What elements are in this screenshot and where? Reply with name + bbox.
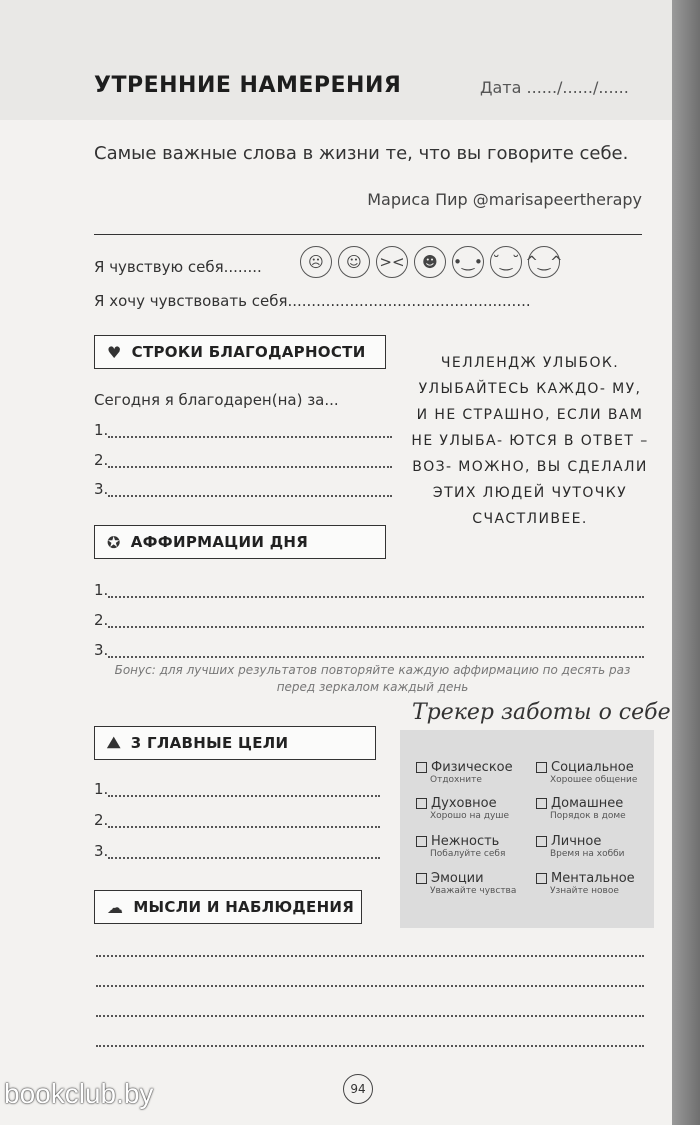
tracker-item-hint: Хорошо на душе: [430, 811, 510, 821]
tracker-item-hint: Хорошее общение: [550, 775, 638, 785]
gratitude-line: [108, 495, 392, 497]
tracker-item-label: Эмоции: [431, 871, 484, 886]
goal-number: 3.: [94, 842, 109, 860]
tracker-item-label: Социальное: [551, 760, 634, 775]
happy-face-icon: ☻: [414, 246, 446, 278]
date-field: Дата ....../....../......: [480, 78, 629, 97]
neutral-face-icon: •‿•: [452, 246, 484, 278]
checkbox[interactable]: [416, 762, 427, 773]
tracker-item-label: Духовное: [431, 796, 497, 811]
affirmations-heading: [94, 525, 386, 559]
watermark: bookclub.by: [4, 1078, 154, 1109]
smile-face-icon: ^‿^: [528, 246, 560, 278]
quote-text: Самые важные слова в жизни те, что вы говорите себе.: [94, 143, 629, 164]
tracker-item-hint: Время на хобби: [550, 849, 625, 859]
speech-bubble-icon: ☁: [107, 897, 124, 917]
goal-number: 1.: [94, 780, 109, 798]
tracker-item-label: Личное: [551, 834, 602, 849]
affirmation-number: 2.: [94, 611, 109, 629]
mountain-flag-icon: ⛰: [107, 733, 121, 752]
tracker-item[interactable]: [536, 834, 664, 859]
notes-line: [96, 985, 644, 987]
goal-line: [108, 826, 380, 828]
grin-face-icon: ☺: [338, 246, 370, 278]
tracker-item[interactable]: [416, 834, 544, 859]
notes-line: [96, 1015, 644, 1017]
checkbox[interactable]: [536, 873, 547, 884]
tracker-item[interactable]: [416, 760, 544, 785]
sad-face-icon: ☹: [300, 246, 332, 278]
heart-icon: ♥: [107, 342, 122, 362]
tracker-item[interactable]: [416, 796, 544, 821]
affirmations-heading-label: АФФИРМАЦИИ ДНЯ: [130, 533, 309, 551]
tracker-item-label: Домашнее: [551, 796, 624, 811]
tracker-item-label: Нежность: [431, 834, 500, 849]
goal-number: 2.: [94, 811, 109, 829]
notes-line: [96, 1045, 644, 1047]
goals-heading-label: 3 ГЛАВНЫЕ ЦЕЛИ: [130, 734, 289, 752]
goals-heading: [94, 726, 376, 760]
checkbox[interactable]: [416, 798, 427, 809]
gratitude-intro: Сегодня я благодарен(на) за...: [94, 391, 339, 409]
page-title: УТРЕННИЕ НАМЕРЕНИЯ: [94, 73, 402, 98]
sleepy-face-icon: ˘‿˘: [490, 246, 522, 278]
tracker-item-label: Ментальное: [551, 871, 635, 886]
gratitude-heading: [94, 335, 386, 369]
divider: [94, 234, 642, 235]
tracker-item[interactable]: [536, 871, 664, 896]
affirmation-number: 3.: [94, 641, 109, 659]
tracker-title: Трекер заботы о себе: [412, 700, 671, 725]
notes-line: [96, 955, 644, 957]
affirmation-line: [108, 596, 644, 598]
affirmation-number: 1.: [94, 581, 109, 599]
tracker-item[interactable]: [536, 796, 664, 821]
tracker-item-label: Физическое: [431, 760, 513, 775]
checkbox[interactable]: [416, 873, 427, 884]
thoughts-heading-label: МЫСЛИ И НАБЛЮДЕНИЯ: [133, 898, 355, 916]
checkbox[interactable]: [536, 762, 547, 773]
want-feel-line: Я хочу чувствовать себя...................................................: [94, 292, 531, 310]
tracker-item-hint: Отдохните: [430, 775, 482, 785]
affirmation-line: [108, 656, 644, 658]
emoji-row: [300, 246, 563, 278]
page-number: 94: [343, 1074, 373, 1104]
gratitude-heading-label: СТРОКИ БЛАГОДАРНОСТИ: [131, 343, 366, 361]
tracker-item-hint: Уважайте чувства: [430, 886, 517, 896]
quote-author: Мариса Пир @marisapeertherapy: [367, 190, 642, 209]
affirmation-line: [108, 626, 644, 628]
checkbox[interactable]: [536, 836, 547, 847]
checkbox[interactable]: [416, 836, 427, 847]
angry-face-icon: ><: [376, 246, 408, 278]
feel-now-line: Я чувствую себя........: [94, 258, 262, 276]
header-band: [0, 0, 672, 120]
goal-line: [108, 857, 380, 859]
goal-line: [108, 795, 380, 797]
tracker-item-hint: Побалуйте себя: [430, 849, 506, 859]
bonus-note: Бонус: для лучших результатов повторяйте каждую аффирмацию по десять раз перед зеркалом каждый день: [114, 663, 631, 694]
bulb-icon: ✪: [107, 532, 121, 552]
page-edge: [672, 0, 700, 1125]
tracker-item[interactable]: [536, 760, 664, 785]
gratitude-line: [108, 436, 392, 438]
tracker-item-hint: Порядок в доме: [550, 811, 626, 821]
gratitude-number: 3.: [94, 480, 109, 498]
gratitude-line: [108, 466, 392, 468]
tracker-item[interactable]: [416, 871, 544, 896]
smile-challenge-text: ЧЕЛЛЕНДЖ УЛЫБОК. УЛЫБАЙТЕСЬ КАЖДО- МУ, И НЕ СТРАШНО, ЕСЛИ ВАМ НЕ УЛЫБА- ЮТСЯ В ОТВЕТ – ВОЗ- МОЖНО, ВЫ СДЕЛАЛИ ЭТИХ ЛЮДЕЙ ЧУТОЧКУ СЧАСТЛИВЕЕ.: [411, 355, 649, 527]
checkbox[interactable]: [536, 798, 547, 809]
gratitude-number: 1.: [94, 421, 109, 439]
tracker-item-hint: Узнайте новое: [550, 886, 619, 896]
thoughts-heading: [94, 890, 362, 924]
gratitude-number: 2.: [94, 451, 109, 469]
